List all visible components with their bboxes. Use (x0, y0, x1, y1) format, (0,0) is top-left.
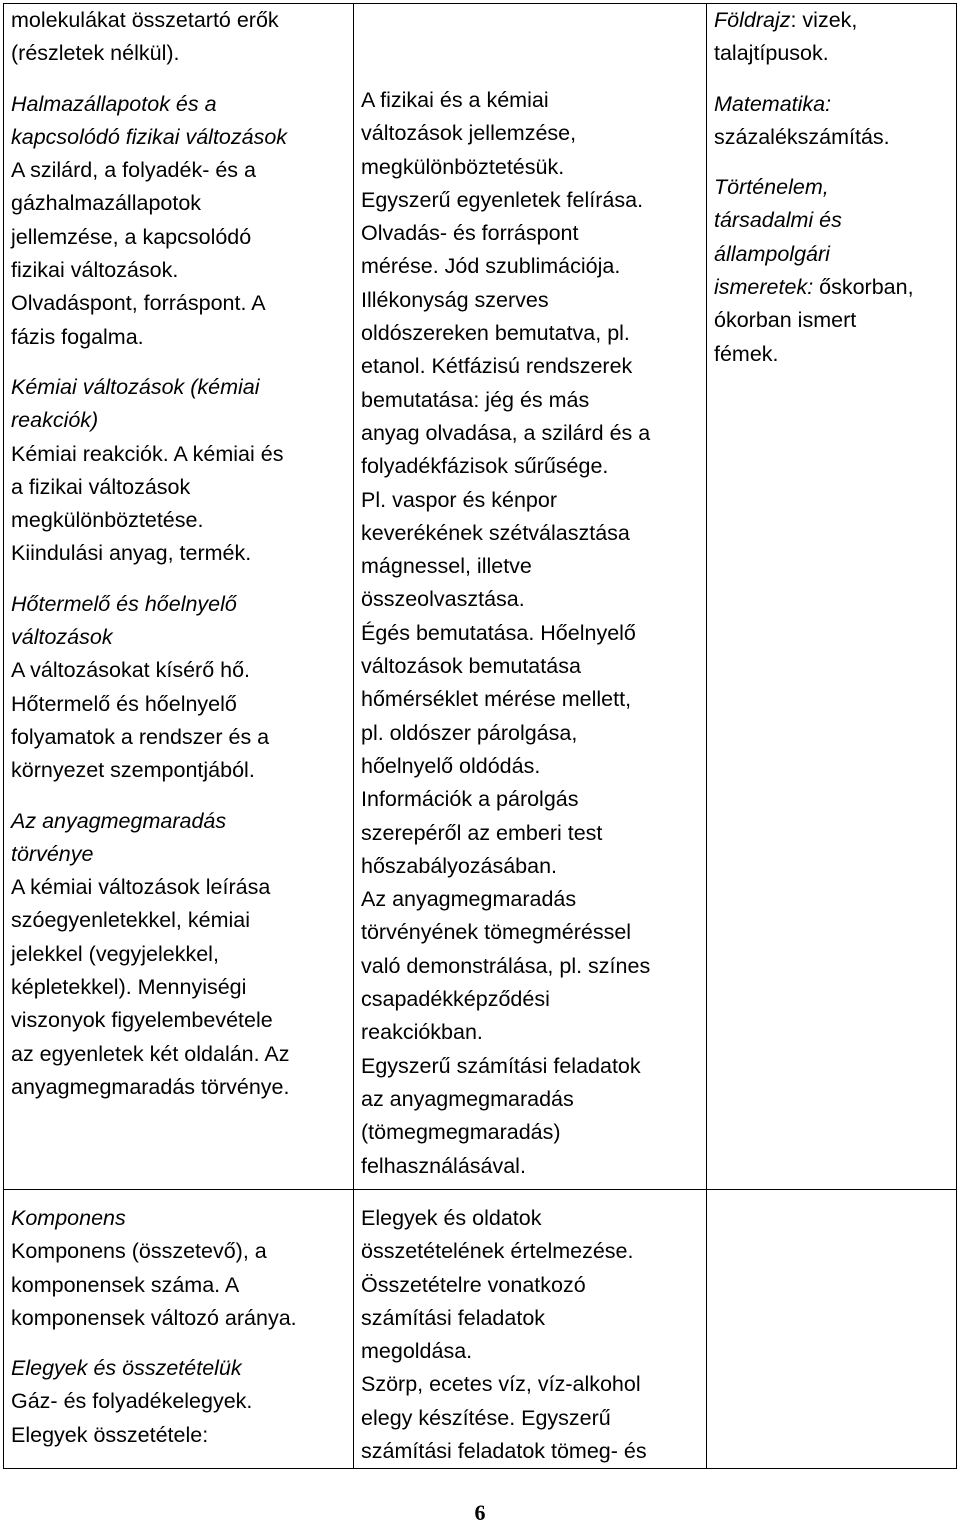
subject-label: Földrajz (714, 8, 791, 32)
activities-text: A fizikai és a kémiai változások jellemzése, megkülönböztetésük. Egyszerű egyenletek felírása. Olvadás- és forráspont mérése. Jód szublimációja. Illékonyság szerves oldószereken bemutatva, pl. etanol. Kétfázisú rendszerek bemutatása: jég és más anyag olvadása, a szilárd és a folyadékfázisok sűrűsége. Pl. vaspor és kénpor keverékének szétválasztása mágnessel, illetve összeolvasztása. Égés bemutatása. Hőelnyelő változások bemutatása hőmérséklet mérése mellett, pl. oldószer párolgása, hőelnyelő oldódás. Információk a párolgás szerepéről az emberi test hőszabályozásában. Az anyagmegmaradás törvényének tömegméréssel való demonstrálása, pl. színes csapadékképződési reakciókban. Egyszerű számítási feladatok az anyagmegmaradás (tömegmegmaradás) felhasználásával. (361, 88, 651, 1178)
connections-cell (707, 4, 957, 1190)
connections-cell (707, 1190, 957, 1469)
subject-label: Történelem, (714, 175, 829, 200)
section-title: Elegyek és összetételük (11, 1356, 242, 1381)
subject-label: állampolgári (714, 241, 830, 266)
section-title: változások (11, 625, 113, 650)
section-title: Komponens (11, 1206, 126, 1230)
connection-history: Történelem, társadalmi és állampolgári ismeretek: őskorban, ókorban ismert fémek. (714, 171, 950, 371)
section-title: Halmazállapotok és a (11, 91, 217, 116)
content-cell (4, 1190, 354, 1469)
section-halmazallapotok: Halmazállapotok és a kapcsolódó fizikai változások A szilárd, a folyadék- és a gázhalmazállapotok jellemzése, a kapcsolódó fizikai változások. Olvadáspont, forráspont. A fázis fogalma. (11, 88, 347, 354)
section-hotermelo: Hőtermelő és hőelnyelő változások A változásokat kísérő hő. Hőtermelő és hőelnyelő folyamatok a rendszer és a környezet szempontjából. (11, 588, 347, 788)
activities-cell (354, 4, 707, 1190)
section-kemiai-valtozasok: Kémiai változások (kémiai reakciók) Kémiai reakciók. A kémiai és a fizikai változások megkülönböztetése. Kiindulási anyag, termék. (11, 371, 347, 571)
activities-text: Elegyek és oldatok összetételének értelmezése. Összetételre vonatkozó számítási feladatok megoldása. Szörp, ecetes víz, víz-alkohol elegy készítése. Egyszerű számítási feladatok tömeg- és (361, 1206, 647, 1464)
content-cell (4, 4, 354, 1190)
section-title: Hőtermelő és hőelnyelő (11, 591, 237, 616)
subject-label: Matematika (714, 91, 826, 116)
section-elegyek: Elegyek és összetételük Gáz- és folyadékelegyek. Elegyek összetétele: (11, 1352, 347, 1452)
connection-geography: Földrajz: vizek, talajtípusok. (714, 8, 858, 66)
page-number: 6 (474, 1500, 486, 1525)
subject-label: társadalmi és (714, 208, 842, 233)
connection-math: Matematika: százalékszámítás. (714, 91, 890, 149)
section-title: kapcsolódó fizikai változások (11, 124, 288, 149)
section-title: törvénye (11, 841, 94, 866)
section-title: Kémiai változások (kémiai (11, 374, 260, 399)
intro-text: molekulákat összetartó erők (részletek nélkül). (11, 8, 279, 66)
section-komponens: Komponens Komponens (összetevő), a komponensek száma. A komponensek változó aránya. (11, 1202, 347, 1335)
section-title: Az anyagmegmaradás (11, 808, 227, 833)
activities-cell (354, 1190, 707, 1469)
subject-label: ismeretek: (714, 275, 814, 300)
section-anyagmegmaradas: Az anyagmegmaradás törvénye A kémiai változások leírása szóegyenletekkel, kémiai jelekkel (vegyjelekkel, képletekkel). Mennyiségi viszonyok figyelembevétele az egyenletek két oldalán. Az anyagmegmaradás törvénye. (11, 805, 347, 1105)
section-title: reakciók) (11, 408, 99, 433)
table-row (4, 1190, 957, 1469)
curriculum-table (3, 3, 957, 1469)
table-row (4, 4, 957, 1190)
